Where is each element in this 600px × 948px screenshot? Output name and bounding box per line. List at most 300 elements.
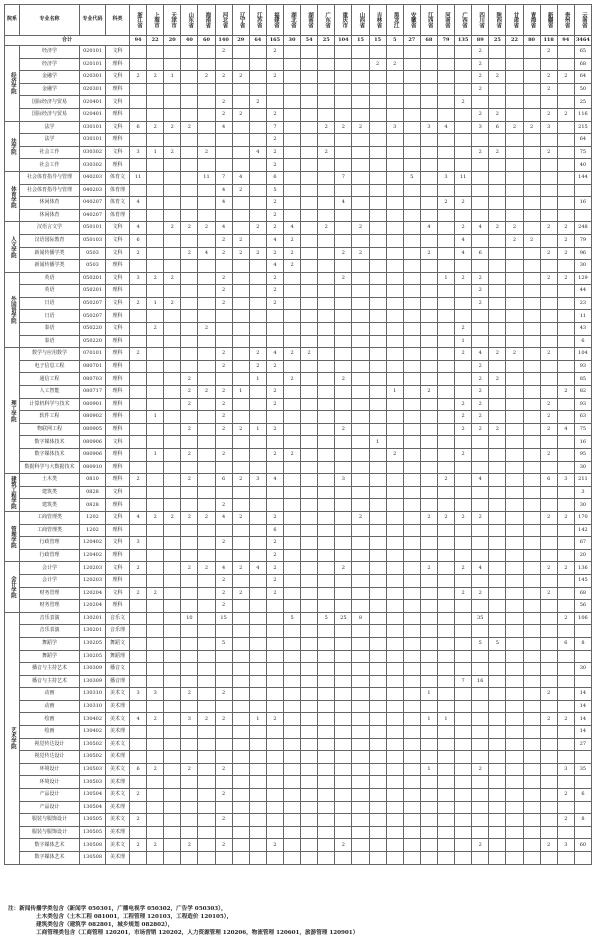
quota-cell — [232, 297, 249, 310]
subject-cell: 理科 — [106, 423, 130, 436]
subject-cell: 文科 — [106, 537, 130, 550]
quota-cell — [506, 524, 523, 537]
quota-cell — [283, 285, 300, 298]
quota-cell — [249, 789, 266, 802]
quota-cell — [283, 524, 300, 537]
quota-cell — [420, 826, 437, 839]
quota-cell — [283, 436, 300, 449]
quota-cell — [455, 108, 472, 121]
quota-cell — [352, 260, 369, 273]
table-row — [5, 272, 592, 285]
quota-cell — [249, 549, 266, 562]
major-cell: 社会体育指导与管理 — [20, 171, 80, 184]
table-row — [5, 58, 592, 71]
quota-cell — [506, 688, 523, 701]
quota-cell — [232, 713, 249, 726]
total-cell: 30 — [283, 36, 300, 46]
quota-cell: 4 — [266, 234, 283, 247]
quota-cell — [557, 486, 574, 499]
quota-cell: 2 — [181, 386, 198, 399]
quota-cell: 2 — [232, 184, 249, 197]
quota-cell: 2 — [266, 247, 283, 260]
quota-cell: 2 — [335, 272, 352, 285]
quota-cell — [283, 71, 300, 84]
subject-cell: 文科 — [106, 511, 130, 524]
quota-cell — [557, 146, 574, 159]
quota-cell — [147, 486, 164, 499]
major-cell: 工商管理类 — [20, 511, 80, 524]
quota-cell — [557, 159, 574, 172]
header-province: 广西省 — [455, 5, 472, 36]
quota-cell — [147, 549, 164, 562]
quota-cell: 2 — [147, 763, 164, 776]
quota-cell — [386, 625, 403, 638]
quota-cell — [369, 763, 386, 776]
table-row — [5, 398, 592, 411]
quota-cell — [437, 373, 454, 386]
quota-cell — [437, 562, 454, 575]
major-cell: 社会工作 — [20, 146, 80, 159]
quota-cell — [420, 146, 437, 159]
quota-cell — [215, 260, 232, 273]
code-cell: 050101 — [80, 222, 106, 235]
quota-cell — [489, 650, 506, 663]
quota-cell: 2 — [557, 789, 574, 802]
quota-cell — [352, 234, 369, 247]
code-cell: 050220 — [80, 335, 106, 348]
quota-cell — [335, 587, 352, 600]
quota-cell: 2 — [215, 272, 232, 285]
quota-cell — [523, 46, 540, 59]
quota-cell — [472, 197, 489, 210]
quota-cell — [232, 499, 249, 512]
quota-cell — [301, 675, 318, 688]
quota-cell — [164, 386, 181, 399]
quota-cell — [335, 789, 352, 802]
quota-cell — [249, 209, 266, 222]
quota-cell — [437, 612, 454, 625]
table-row — [5, 776, 592, 789]
quota-cell — [557, 297, 574, 310]
quota-cell — [266, 486, 283, 499]
quota-cell — [335, 222, 352, 235]
quota-cell: 2 — [232, 562, 249, 575]
quota-cell — [249, 650, 266, 663]
quota-cell — [437, 801, 454, 814]
quota-cell — [557, 801, 574, 814]
major-cell: 音乐表演 — [20, 612, 80, 625]
quota-cell — [386, 612, 403, 625]
header-code: 专业代码 — [80, 5, 106, 36]
quota-cell — [232, 272, 249, 285]
quota-cell: 8 — [352, 612, 369, 625]
table-row — [5, 650, 592, 663]
quota-cell — [249, 826, 266, 839]
major-cell: 日语 — [20, 310, 80, 323]
quota-cell — [164, 474, 181, 487]
quota-cell — [403, 71, 420, 84]
quota-cell — [283, 310, 300, 323]
quota-cell — [540, 776, 557, 789]
quota-cell — [420, 814, 437, 827]
subject-cell: 理科 — [106, 310, 130, 323]
quota-cell — [455, 209, 472, 222]
quota-cell — [232, 411, 249, 424]
quota-cell — [232, 763, 249, 776]
quota-cell — [249, 260, 266, 273]
quota-cell: 1 — [147, 411, 164, 424]
quota-cell: 4 — [472, 562, 489, 575]
quota-cell — [506, 663, 523, 676]
quota-cell — [318, 852, 335, 865]
table-row — [5, 637, 592, 650]
quota-cell — [130, 801, 147, 814]
quota-cell — [249, 700, 266, 713]
code-cell: 130508 — [80, 852, 106, 865]
quota-cell — [301, 763, 318, 776]
quota-cell — [369, 537, 386, 550]
quota-cell — [523, 700, 540, 713]
total-cell: 118 — [540, 36, 557, 46]
quota-cell — [420, 474, 437, 487]
quota-cell — [352, 171, 369, 184]
quota-cell — [164, 360, 181, 373]
quota-cell — [164, 587, 181, 600]
quota-cell — [386, 650, 403, 663]
quota-cell: 2 — [215, 789, 232, 802]
quota-cell — [369, 184, 386, 197]
quota-cell — [198, 763, 215, 776]
quota-cell — [301, 436, 318, 449]
quota-cell: 6 — [540, 474, 557, 487]
subject-cell: 理科 — [106, 411, 130, 424]
quota-cell: 2 — [540, 272, 557, 285]
quota-cell — [181, 852, 198, 865]
quota-cell — [147, 222, 164, 235]
table-row — [5, 159, 592, 172]
header-province: 重庆市 — [335, 5, 352, 36]
table-row — [5, 726, 592, 739]
quota-cell — [164, 398, 181, 411]
quota-cell — [130, 612, 147, 625]
major-cell: 播音与主持艺术 — [20, 675, 80, 688]
quota-cell: 4 — [455, 234, 472, 247]
quota-cell — [130, 524, 147, 537]
subject-cell: 体育理 — [106, 209, 130, 222]
quota-cell — [386, 146, 403, 159]
quota-cell — [318, 839, 335, 852]
quota-cell — [574, 675, 591, 688]
quota-cell: 4 — [472, 348, 489, 361]
quota-cell: 2 — [540, 449, 557, 462]
quota-cell — [403, 587, 420, 600]
quota-cell: 2 — [266, 297, 283, 310]
quota-cell: 6 — [130, 763, 147, 776]
quota-cell — [369, 159, 386, 172]
quota-cell — [472, 335, 489, 348]
subject-cell: 理科 — [106, 83, 130, 96]
quota-cell — [420, 71, 437, 84]
quota-cell — [540, 650, 557, 663]
quota-cell — [164, 323, 181, 336]
quota-cell: 2 — [130, 474, 147, 487]
quota-cell — [232, 574, 249, 587]
quota-cell — [455, 789, 472, 802]
quota-cell — [335, 751, 352, 764]
major-cell: 产品设计 — [20, 789, 80, 802]
quota-cell: 2 — [455, 222, 472, 235]
quota-cell — [523, 449, 540, 462]
quota-cell: 2 — [335, 121, 352, 134]
quota-cell — [266, 83, 283, 96]
quota-cell — [335, 297, 352, 310]
quota-cell — [540, 461, 557, 474]
quota-cell — [403, 247, 420, 260]
quota-cell: 4 — [215, 197, 232, 210]
quota-cell — [318, 562, 335, 575]
quota-cell: 4 — [266, 348, 283, 361]
quota-cell — [301, 776, 318, 789]
table-row — [5, 612, 592, 625]
quota-cell — [420, 209, 437, 222]
quota-cell — [198, 486, 215, 499]
total-cell: 5 — [386, 36, 403, 46]
quota-cell: 2 — [266, 71, 283, 84]
total-cell: 22 — [506, 36, 523, 46]
quota-cell — [489, 726, 506, 739]
quota-cell: 6 — [574, 789, 591, 802]
quota-cell: 2 — [215, 247, 232, 260]
quota-cell — [437, 663, 454, 676]
quota-cell — [437, 625, 454, 638]
quota-cell — [420, 587, 437, 600]
quota-cell — [232, 83, 249, 96]
quota-cell — [181, 675, 198, 688]
quota-cell — [164, 499, 181, 512]
code-cell: 030302 — [80, 146, 106, 159]
code-cell: 0503 — [80, 260, 106, 273]
quota-cell — [489, 234, 506, 247]
quota-cell — [318, 486, 335, 499]
quota-cell — [557, 549, 574, 562]
quota-cell — [455, 386, 472, 399]
quota-cell — [523, 587, 540, 600]
quota-cell — [283, 209, 300, 222]
quota-cell: 2 — [540, 348, 557, 361]
quota-cell: 2 — [249, 348, 266, 361]
quota-cell — [181, 574, 198, 587]
quota-cell: 2 — [215, 297, 232, 310]
quota-cell — [455, 549, 472, 562]
quota-cell — [198, 209, 215, 222]
quota-cell — [369, 675, 386, 688]
quota-cell — [301, 96, 318, 109]
quota-cell — [557, 134, 574, 147]
quota-cell: 2 — [472, 71, 489, 84]
quota-cell — [352, 776, 369, 789]
quota-cell — [301, 511, 318, 524]
quota-cell: 4 — [266, 474, 283, 487]
subject-cell: 文科 — [106, 46, 130, 59]
quota-cell: 1 — [420, 688, 437, 701]
quota-cell — [147, 474, 164, 487]
quota-cell — [164, 637, 181, 650]
major-cell: 绘画 — [20, 713, 80, 726]
quota-cell — [164, 373, 181, 386]
quota-cell — [523, 411, 540, 424]
quota-cell: 64 — [574, 134, 591, 147]
quota-cell — [506, 499, 523, 512]
total-cell: 54 — [301, 36, 318, 46]
quota-cell — [335, 486, 352, 499]
quota-cell — [369, 373, 386, 386]
major-cell: 建筑类 — [20, 486, 80, 499]
total-cell: 89 — [472, 36, 489, 46]
quota-cell — [455, 297, 472, 310]
quota-cell — [232, 449, 249, 462]
quota-cell — [455, 738, 472, 751]
quota-cell — [130, 83, 147, 96]
quota-cell — [386, 486, 403, 499]
quota-cell: 2 — [198, 713, 215, 726]
quota-cell — [232, 524, 249, 537]
quota-cell — [489, 436, 506, 449]
quota-cell — [249, 738, 266, 751]
quota-cell — [437, 839, 454, 852]
quota-cell — [147, 373, 164, 386]
total-cell: 27 — [403, 36, 420, 46]
quota-cell: 248 — [574, 222, 591, 235]
quota-cell: 2 — [215, 713, 232, 726]
quota-cell — [198, 574, 215, 587]
quota-cell — [283, 486, 300, 499]
quota-cell: 5 — [403, 171, 420, 184]
code-cell: 120402 — [80, 549, 106, 562]
quota-cell — [455, 839, 472, 852]
quota-cell: 14 — [574, 726, 591, 739]
quota-cell — [472, 537, 489, 550]
table-row — [5, 310, 592, 323]
quota-cell — [232, 625, 249, 638]
quota-cell — [489, 625, 506, 638]
major-cell: 行政管理 — [20, 537, 80, 550]
quota-cell — [352, 297, 369, 310]
quota-cell — [437, 537, 454, 550]
quota-cell — [266, 625, 283, 638]
major-cell: 数字媒体技术 — [20, 436, 80, 449]
quota-cell — [403, 159, 420, 172]
quota-cell — [335, 184, 352, 197]
quota-cell: 4 — [472, 222, 489, 235]
quota-cell — [403, 524, 420, 537]
quota-cell — [283, 83, 300, 96]
quota-cell — [455, 637, 472, 650]
quota-cell — [147, 171, 164, 184]
quota-cell — [181, 700, 198, 713]
quota-cell — [232, 726, 249, 739]
subject-cell: 美术文 — [106, 839, 130, 852]
quota-cell — [386, 839, 403, 852]
quota-cell — [540, 524, 557, 537]
table-row — [5, 197, 592, 210]
quota-cell: 2 — [335, 247, 352, 260]
code-cell: 030302 — [80, 159, 106, 172]
header-province: 浙江省 — [130, 5, 147, 36]
quota-cell — [181, 108, 198, 121]
quota-cell — [335, 285, 352, 298]
quota-cell — [506, 562, 523, 575]
header-province: 上海市 — [147, 5, 164, 36]
quota-cell: 11 — [455, 171, 472, 184]
quota-cell — [506, 486, 523, 499]
quota-cell — [437, 96, 454, 109]
quota-cell — [181, 637, 198, 650]
quota-cell — [318, 134, 335, 147]
subject-cell: 美术文 — [106, 688, 130, 701]
table-row — [5, 524, 592, 537]
quota-cell — [318, 247, 335, 260]
quota-cell — [403, 688, 420, 701]
quota-cell — [506, 386, 523, 399]
quota-cell — [523, 134, 540, 147]
quota-cell — [147, 574, 164, 587]
quota-cell — [540, 58, 557, 71]
quota-cell — [198, 524, 215, 537]
quota-cell — [198, 474, 215, 487]
quota-cell — [164, 423, 181, 436]
quota-cell — [523, 852, 540, 865]
quota-cell — [369, 323, 386, 336]
quota-cell — [472, 776, 489, 789]
quota-cell: 2 — [130, 348, 147, 361]
quota-cell: 4 — [130, 511, 147, 524]
quota-cell — [283, 423, 300, 436]
quota-cell — [523, 663, 540, 676]
quota-cell: 11 — [130, 171, 147, 184]
quota-cell: 16 — [574, 436, 591, 449]
quota-cell — [301, 486, 318, 499]
subject-cell: 文科 — [106, 323, 130, 336]
quota-cell — [386, 436, 403, 449]
quota-cell — [386, 852, 403, 865]
quota-cell — [506, 574, 523, 587]
quota-cell — [130, 486, 147, 499]
quota-cell: 2 — [266, 562, 283, 575]
subject-cell: 文科 — [106, 562, 130, 575]
quota-cell — [403, 197, 420, 210]
quota-cell — [266, 826, 283, 839]
code-cell: 080701 — [80, 360, 106, 373]
quota-cell — [198, 675, 215, 688]
quota-cell — [489, 323, 506, 336]
major-cell: 泰语 — [20, 335, 80, 348]
quota-cell — [147, 738, 164, 751]
quota-cell — [249, 852, 266, 865]
quota-cell — [437, 688, 454, 701]
major-cell: 汉语言文学 — [20, 222, 80, 235]
code-cell: 130201 — [80, 612, 106, 625]
quota-cell: 4 — [130, 713, 147, 726]
quota-cell — [318, 789, 335, 802]
quota-cell — [181, 171, 198, 184]
quota-cell — [318, 83, 335, 96]
quota-cell — [352, 96, 369, 109]
major-cell: 数字媒体艺术 — [20, 839, 80, 852]
quota-cell — [335, 108, 352, 121]
quota-cell — [420, 398, 437, 411]
quota-cell: 2 — [472, 587, 489, 600]
quota-cell — [215, 738, 232, 751]
